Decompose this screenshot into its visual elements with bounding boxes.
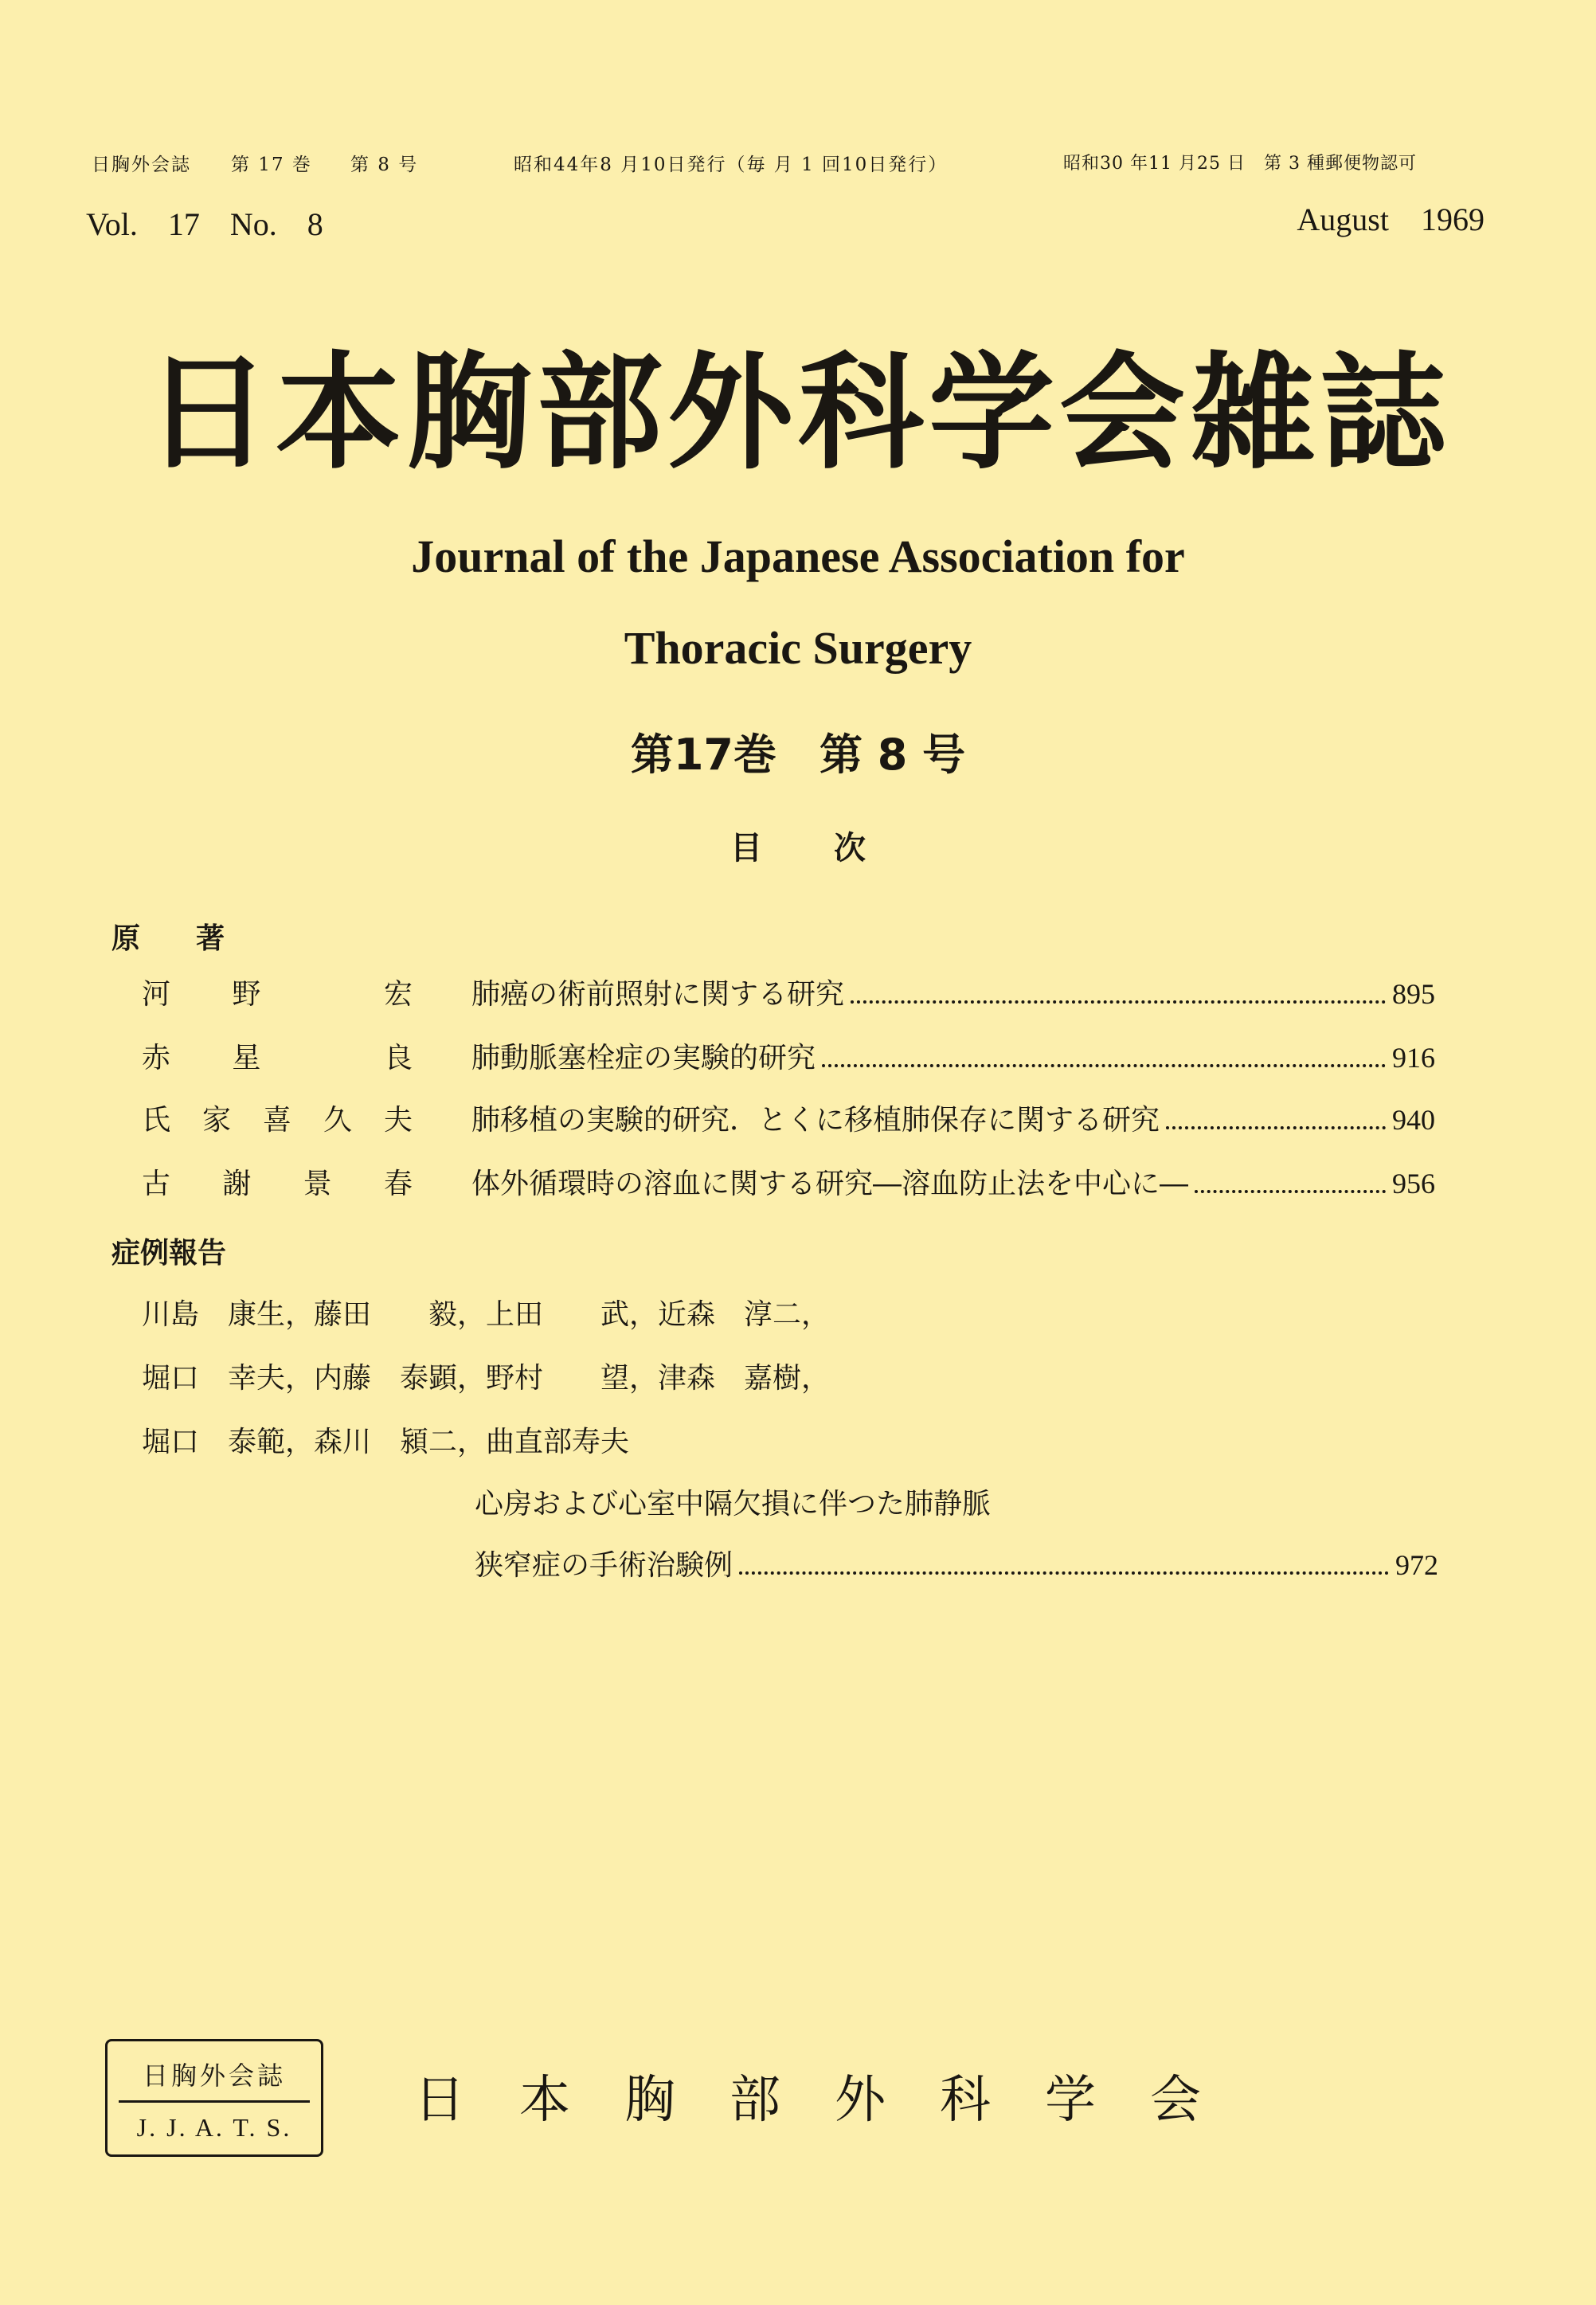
leader-dots — [822, 1064, 1386, 1067]
journal-badge — [105, 2039, 323, 2157]
article-title: 肺癌の術前照射に関する研究 — [471, 978, 845, 1011]
article-author — [142, 1098, 413, 1138]
contents-heading: 目次 — [730, 830, 937, 867]
article-title: 体外循環時の溶血に関する研究―溶血防止法を中心に― — [471, 1168, 1189, 1200]
volume-number — [86, 205, 346, 243]
case-authors-line: 堀口 幸夫，内藤 泰顕，野村 望，津森 嘉樹， — [142, 1362, 831, 1395]
author-char: 古 — [142, 1168, 171, 1200]
article-title-line — [471, 1035, 1435, 1076]
author-char: 春 — [383, 1168, 413, 1200]
article-title: 肺動脈塞栓症の実験的研究 — [471, 1042, 816, 1074]
article-page: 940 — [1392, 1104, 1435, 1136]
journal-title-en-line2: Thoracic Surgery — [624, 622, 972, 674]
article-entry — [0, 1161, 1596, 1206]
author-char: 星 — [232, 1042, 261, 1074]
no-value: 8 — [307, 206, 323, 242]
author-char: 良 — [383, 1042, 413, 1074]
article-title: 肺移植の実験的研究．とくに移植肺保存に関する研究 — [471, 1104, 1160, 1137]
article-title-line — [471, 1161, 1435, 1202]
issue-date — [1297, 201, 1485, 238]
mail-permit: 昭和30 年11 月25 日 第 3 種郵便物認可 — [1063, 154, 1417, 174]
article-author — [142, 972, 413, 1012]
number-jp: 第 8 号 — [350, 155, 419, 175]
publisher-name: 日本胸部外科学会 — [414, 2071, 1255, 2130]
issue-label: 第17巻 第 8 号 — [630, 730, 966, 780]
case-authors-line: 堀口 泰範，森川 潁二，曲直部寿夫 — [142, 1426, 630, 1458]
author-char: 河 — [142, 978, 171, 1011]
article-page: 916 — [1392, 1042, 1435, 1074]
author-char: 久 — [323, 1104, 352, 1137]
issue-month: August — [1297, 202, 1389, 237]
case-authors-line: 川島 康生，藤田 毅，上田 武，近森 淳二， — [142, 1298, 831, 1331]
vol-value: 17 — [167, 206, 200, 242]
article-entry — [0, 1098, 1596, 1142]
author-char: 景 — [303, 1168, 332, 1200]
badge-divider — [119, 2100, 310, 2103]
leader-dots — [851, 1000, 1386, 1004]
case-page: 972 — [1395, 1549, 1438, 1581]
volume-jp: 第 17 巻 — [231, 155, 312, 175]
issue-date-jp: 昭和44年8 月10日発行（毎 月 1 回10日発行） — [514, 155, 949, 175]
author-char: 野 — [232, 978, 261, 1011]
article-page: 895 — [1392, 978, 1435, 1010]
leader-dots — [739, 1571, 1389, 1575]
case-title-line: 狭窄症の手術治験例 — [475, 1549, 733, 1582]
article-author — [142, 1035, 413, 1076]
leader-dots — [1166, 1126, 1386, 1129]
badge-abbreviation: J. J. A. T. S. — [136, 2113, 292, 2142]
article-title-line — [471, 1098, 1435, 1138]
author-char: 謝 — [222, 1168, 252, 1200]
author-char: 家 — [201, 1104, 231, 1137]
author-char: 夫 — [383, 1104, 413, 1137]
leader-dots — [1195, 1190, 1386, 1193]
article-entry — [0, 972, 1596, 1016]
case-title-line: 心房および心室中隔欠損に伴つた肺静脈 — [475, 1488, 992, 1520]
journal-short-name: 日胸外会誌 — [92, 155, 191, 175]
article-page: 956 — [1392, 1168, 1435, 1199]
no-label: No. — [229, 206, 277, 242]
badge-short-name: 日胸外会誌 — [142, 2060, 286, 2091]
journal-title-jp: 日本胸部外科学会雑誌 — [145, 340, 1451, 487]
section-case-reports: 症例報告 — [111, 1237, 227, 1270]
author-char: 氏 — [142, 1104, 171, 1137]
author-char: 宏 — [383, 978, 413, 1011]
article-entry — [0, 1035, 1596, 1080]
vol-label: Vol. — [86, 206, 138, 242]
issue-year: 1969 — [1421, 202, 1485, 237]
author-char: 喜 — [262, 1104, 291, 1137]
section-original: 原著 — [111, 922, 281, 955]
author-char: 赤 — [142, 1042, 171, 1074]
article-author — [142, 1161, 413, 1202]
case-title-last-line — [475, 1543, 1438, 1583]
journal-title-en-line1: Journal of the Japanese Association for — [411, 530, 1185, 582]
article-title-line — [471, 972, 1435, 1012]
